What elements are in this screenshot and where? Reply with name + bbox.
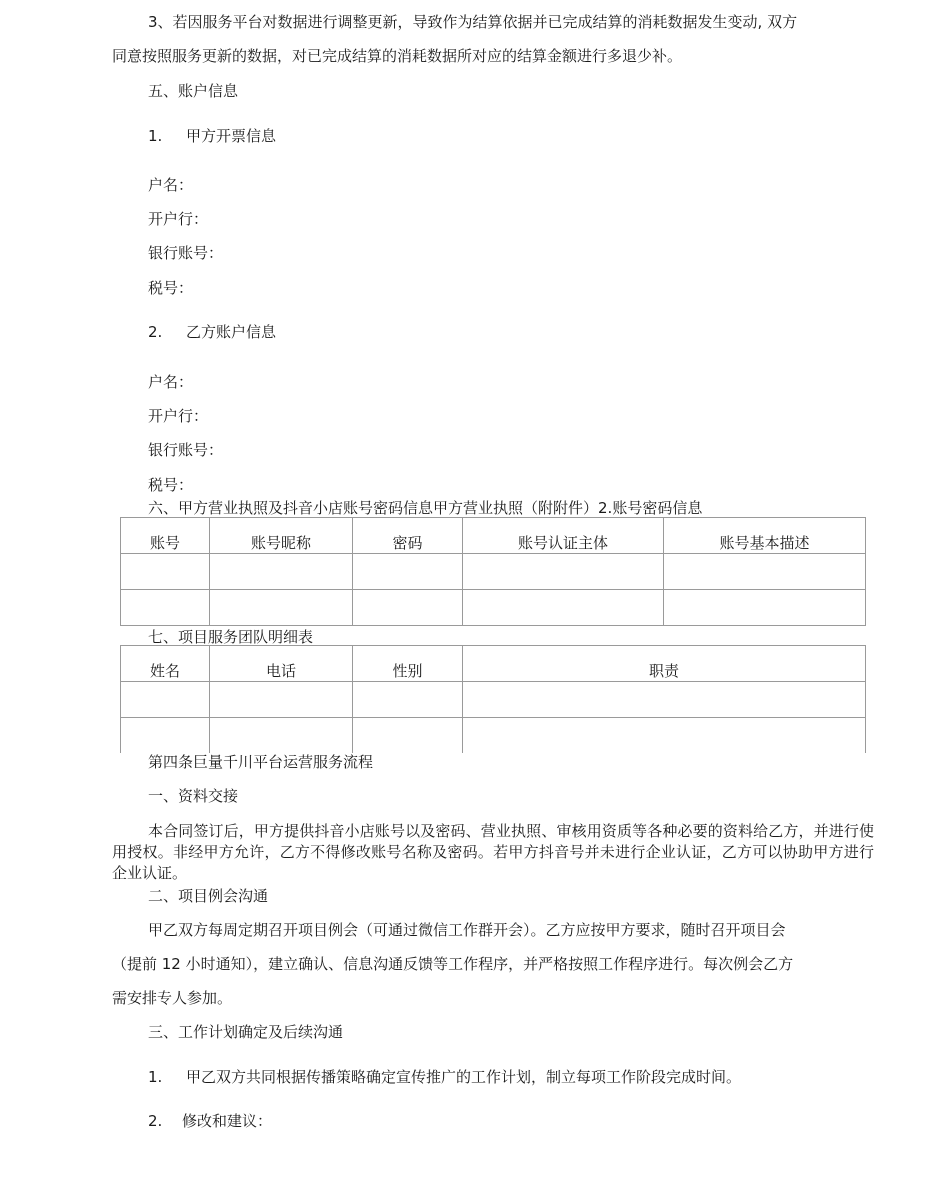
meeting-paragraph-line1: 甲乙双方每周定期召开项目例会（可通过微信工作群开会）。乙方应按甲方要求，随时召开项目会 [148,921,786,939]
column-header: 职责 [463,646,866,682]
party-a-number: 1. [148,127,163,145]
settlement-clause-line2: 同意按照服务更新的数据，对已完成结算的消耗数据所对应的结算金额进行多退少补。 [112,47,683,65]
party-b-bank-account-label: 银行账号： [148,441,224,459]
item-text: 甲乙双方共同根据传播策略确定宣传推广的工作计划，制立每项工作阶段完成时间。 [186,1068,742,1086]
party-a-bank-label: 开户行： [148,210,209,228]
party-a-tax-id-label: 税号： [148,279,194,297]
table-header-row [121,646,866,682]
column-header: 账号 [121,518,210,554]
party-a-account-name-label: 户名： [148,176,194,194]
table-cell [121,554,210,590]
table-cell [463,590,664,626]
table-cell [210,718,353,754]
party-b-account-name-label: 户名： [148,373,194,391]
table-cell [353,718,463,754]
table-cell [210,554,353,590]
settlement-clause-line1: 3、若因服务平台对数据进行调整更新，导致作为结算依据并已完成结算的消耗数据发生变动, 双方 [148,13,798,31]
work-plan-item-1 [148,1067,741,1087]
section-account-info-heading: 五、账户信息 [148,82,239,100]
party-a-invoice-heading [148,126,276,146]
handover-heading: 一、资料交接 [148,787,239,805]
table-cell [463,682,866,718]
party-b-bank-label: 开户行： [148,407,209,425]
table-cell [664,554,866,590]
table-cell [664,590,866,626]
meeting-paragraph-line2: （提前 12 小时通知），建立确认、信息沟通反馈等工作程序，并严格按照工作程序进行。每次例会乙方 [112,955,794,973]
table-cell [353,590,463,626]
item-number: 2. [148,1112,163,1130]
meeting-heading: 二、项目例会沟通 [148,887,269,905]
table-cell [353,554,463,590]
table-cell [353,682,463,718]
table-cell [463,718,866,754]
party-b-account-heading [148,322,276,342]
column-header: 账号认证主体 [463,518,664,554]
table-header-row [121,518,866,554]
item-number: 1. [148,1068,163,1086]
article-four-heading: 第四条巨量千川平台运营服务流程 [148,753,374,771]
column-header: 电话 [210,646,353,682]
column-header: 姓名 [121,646,210,682]
table-cell [210,682,353,718]
section-team-heading: 七、项目服务团队明细表 [148,628,314,646]
party-b-number: 2. [148,323,163,341]
work-plan-item-2 [148,1111,272,1131]
table-row [121,554,866,590]
table-row [121,718,866,754]
table-cell [121,718,210,754]
item-text: 修改和建议： [182,1112,273,1130]
party-b-title: 乙方账户信息 [186,323,277,341]
table-cell [210,590,353,626]
party-b-tax-id-label: 税号： [148,476,194,494]
table-row [121,682,866,718]
party-a-bank-account-label: 银行账号： [148,244,224,262]
handover-paragraph: 本合同签订后，甲方提供抖音小店账号以及密码、营业执照、审核用资质等各种必要的资料给乙方，并进行使用授权。非经甲方允许，乙方不得修改账号名称及密码。若甲方抖音号并未进行企业认证，乙方可以协助甲方进行企业认证。 [112,822,874,882]
column-header: 账号昵称 [210,518,353,554]
table-row [121,590,866,626]
table-cell [121,590,210,626]
column-header: 账号基本描述 [664,518,866,554]
meeting-paragraph-line3: 需安排专人参加。 [112,989,233,1007]
table-cell [121,682,210,718]
column-header: 密码 [353,518,463,554]
table-cell [463,554,664,590]
section-license-account-heading: 六、甲方营业执照及抖音小店账号密码信息甲方营业执照（附附件）2.账号密码信息 [148,499,703,517]
work-plan-heading: 三、工作计划确定及后续沟通 [148,1023,344,1041]
column-header: 性别 [353,646,463,682]
account-password-table [120,517,866,626]
party-a-title: 甲方开票信息 [186,127,277,145]
team-table [120,645,866,753]
